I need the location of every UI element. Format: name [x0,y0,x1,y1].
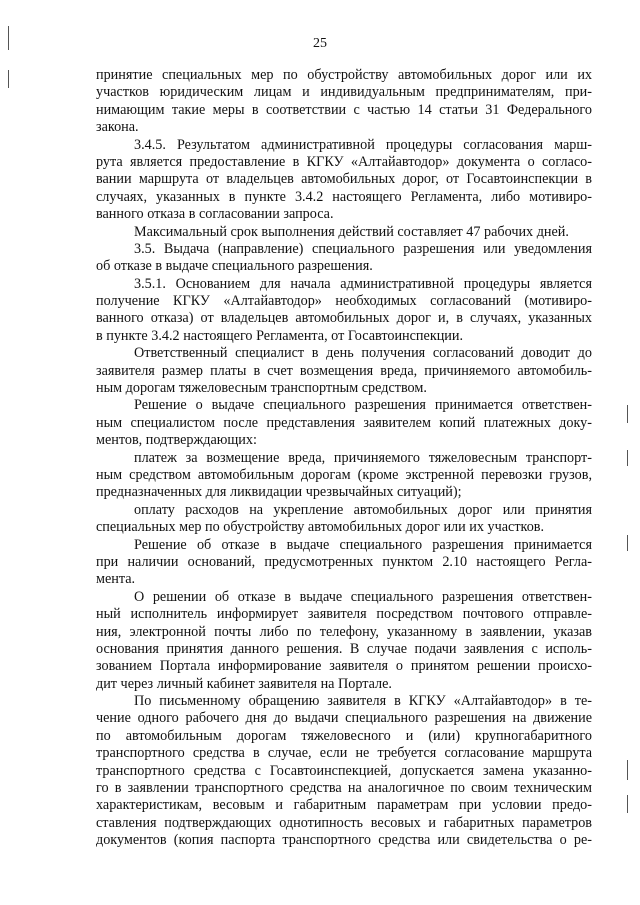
text-line: мента. [96,571,136,588]
text-line: в пункте 3.4.2 настоящего Регламента, от Госавтоинспекции. [96,327,464,344]
text-line: ным дорогам тяжеловесным транспортным средством. [96,380,427,397]
right-margin-mark [627,760,628,780]
right-margin-mark [627,405,628,423]
text-line: ванного отказа) от владельцев автомобильных дорог и, в случаях, указанных [96,310,592,327]
text-line: чение одного рабочего дня до выдачи специального разрешения на движение [96,710,592,727]
text-line: документов (копия паспорта транспортного средства или свидетельства о ре- [96,832,592,849]
text-line: заявителя размер платы в счет возмещения вреда, причиняемого автомобиль- [96,362,592,379]
left-margin-mark [8,70,9,88]
text-line: дит через личный кабинет заявителя на Портале. [96,675,392,692]
text-line: транспортного средства в случае, если не требуется согласование маршрута [96,745,592,762]
text-line: вании маршрута от владельцев автомобильных дорог, от Госавтоинспекции в [96,171,592,188]
text-line: нимающим такие меры в соответствии с частью 14 статьи 31 Федерального [96,101,592,118]
text-line: об отказе в выдаче специального разрешения. [96,258,373,275]
document-body [96,67,592,850]
text-line: Максимальный срок выполнения действий составляет 47 рабочих дней. [134,223,569,240]
text-line: ставления подтверждающих однотипность весовых и габаритных параметров [96,814,592,831]
text-line: специальных мер по обустройству автомобильных дорог или их участков. [96,519,545,536]
text-line: участков юридическим лицам и индивидуальным предпринимателям, при- [96,84,592,101]
text-line: зованием Портала информирование заявителя о принятом решении происхо- [96,658,592,675]
text-line: закона. [96,119,139,136]
text-line: ментов, подтверждающих: [96,432,257,449]
text-line: О решении об отказе в выдаче специального разрешения ответствен- [134,588,592,605]
text-line: ный исполнитель информирует заявителя посредством почтового отправле- [96,606,592,623]
text-line: Решение о выдаче специального разрешения принимается ответствен- [134,397,592,414]
text-line: По письменному обращению заявителя в КГКУ «Алтайавтодор» в те- [134,693,592,710]
left-margin-mark [8,26,9,50]
text-line: оплату расходов на укрепление автомобильных дорог или принятия [134,501,592,518]
text-line: Ответственный специалист в день получения согласований доводит до [134,345,592,362]
text-line: ным средством автомобильным дорогам (кроме экстренной перевозки грузов, [96,466,592,483]
right-margin-mark [627,450,628,466]
text-line: ния, электронной почты либо по телефону, указанному в заявлении, указав [96,623,592,640]
text-line: Решение об отказе в выдаче специального разрешения принимается [134,536,592,553]
text-line: 3.5. Выдача (направление) специального разрешения или уведомления [134,240,592,257]
text-line: характеристикам, весовым и габаритным параметрам при условии предо- [96,797,592,814]
text-line: при наличии оснований, предусмотренных пунктом 2.10 настоящего Регла- [96,553,592,570]
text-line: го в заявлении транспортного средства на аналогичное по своим техническим [96,780,592,797]
text-line: 3.5.1. Основанием для начала административной процедуры является [134,275,592,292]
text-line: основания принятия данного решения. В случае подачи заявления с исполь- [96,640,592,657]
text-line: принятие специальных мер по обустройству автомобильных дорог или их [96,67,592,83]
text-line: платеж за возмещение вреда, причиняемого тяжеловесным транспорт- [134,449,592,466]
text-line: рута является предоставление в КГКУ «Алтайавтодор» документа о согласо- [96,153,592,170]
text-line: транспортного средства с Госавтоинспекцией, допускается замена указанно- [96,762,592,779]
text-line: 3.4.5. Результатом административной процедуры согласования марш- [134,136,592,153]
text-line: предназначенных для ликвидации чрезвычайных ситуаций); [96,484,462,501]
text-line: случаях, указанных в пункте 3.4.2 настоящего Регламента, либо мотивиро- [96,188,592,205]
right-margin-mark [627,535,628,551]
page-number: 25 [313,36,327,51]
text-line: получение КГКУ «Алтайавтодор» необходимых согласований (мотивиро- [96,293,592,310]
text-line: ным специалистом после представления заявителем копий платежных доку- [96,414,592,431]
text-line: ванного отказа в согласовании запроса. [96,206,334,223]
text-line: по автомобильным дорогам тяжеловесного и (или) крупногабаритного [96,727,592,744]
right-margin-mark [627,795,628,813]
